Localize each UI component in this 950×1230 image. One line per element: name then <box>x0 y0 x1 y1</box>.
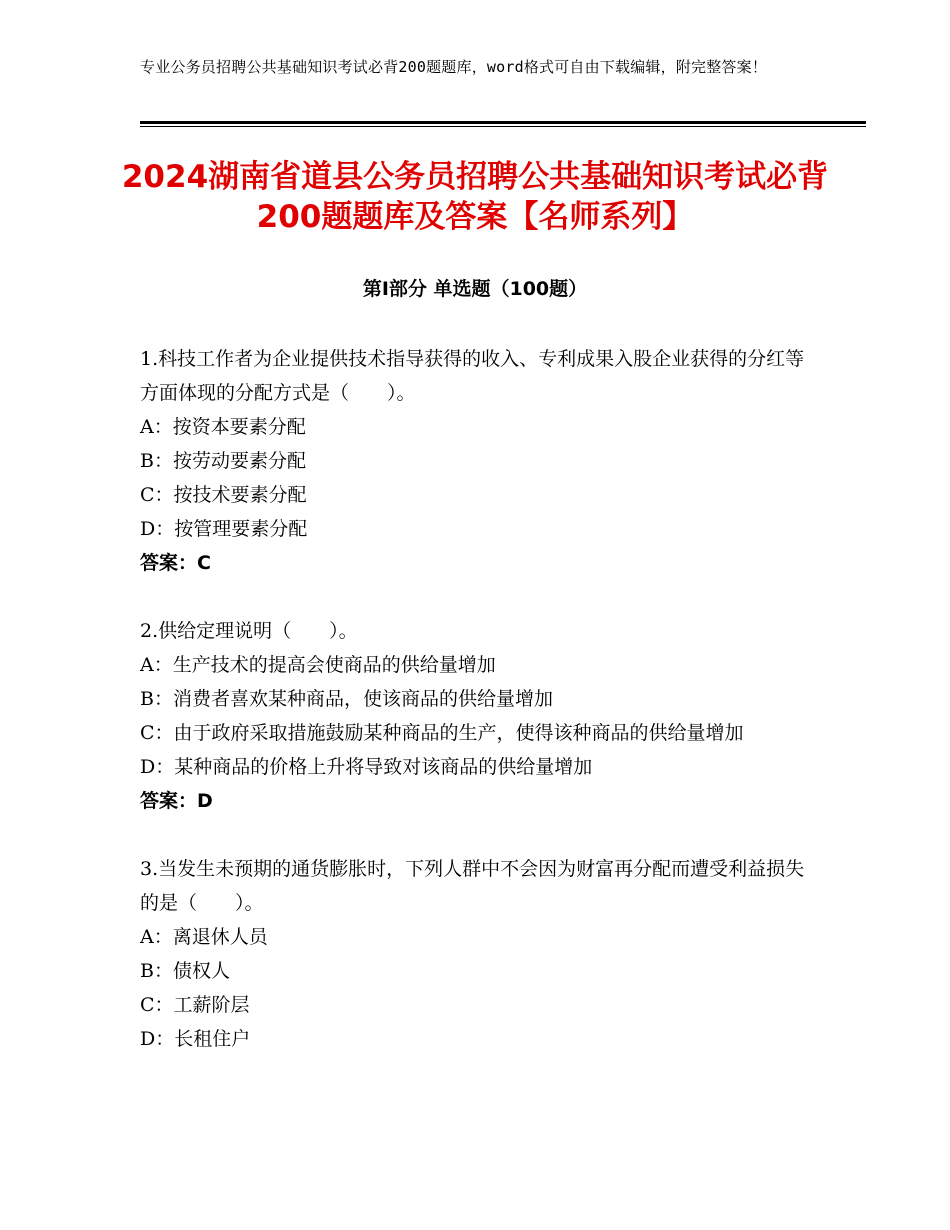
option-c: C：按技术要素分配 <box>140 484 307 506</box>
document-title: 2024湖南省道县公务员招聘公共基础知识考试必背200题题库及答案【名师系列】 <box>121 159 829 235</box>
option-b: B：按劳动要素分配 <box>140 450 306 472</box>
question-3 <box>140 852 808 1056</box>
header-note: 专业公务员招聘公共基础知识考试必背200题题库，word格式可自由下载编辑，附完整答案！ <box>140 58 768 76</box>
option-c: C：工薪阶层 <box>140 994 250 1016</box>
option-d: D：按管理要素分配 <box>140 518 308 540</box>
section-heading: 第Ⅰ部分 单选题（100题） <box>362 278 588 300</box>
option-b: B：消费者喜欢某种商品，使该商品的供给量增加 <box>140 688 553 710</box>
option-b: B：债权人 <box>140 960 230 982</box>
question-2 <box>140 614 808 818</box>
option-a: A：生产技术的提高会使商品的供给量增加 <box>140 654 496 676</box>
option-d: D：长租住户 <box>140 1028 251 1050</box>
option-a: A：按资本要素分配 <box>140 416 306 438</box>
header-divider <box>140 121 866 127</box>
answer-line: 答案：D <box>140 790 213 812</box>
option-a: A：离退休人员 <box>140 926 268 948</box>
option-d: D：某种商品的价格上升将导致对该商品的供给量增加 <box>140 756 593 778</box>
question-stem: 2.供给定理说明（ ）。 <box>140 620 358 642</box>
question-list <box>140 342 808 1090</box>
question-stem: 3.当发生未预期的通货膨胀时，下列人群中不会因为财富再分配而遭受利益损失的是（ ）。 <box>140 858 805 914</box>
question-1 <box>140 342 808 580</box>
option-c: C：由于政府采取措施鼓励某种商品的生产，使得该种商品的供给量增加 <box>140 722 744 744</box>
answer-line: 答案：C <box>140 552 211 574</box>
question-stem: 1.科技工作者为企业提供技术指导获得的收入、专利成果入股企业获得的分红等方面体现的分配方式是（ ）。 <box>140 348 805 404</box>
